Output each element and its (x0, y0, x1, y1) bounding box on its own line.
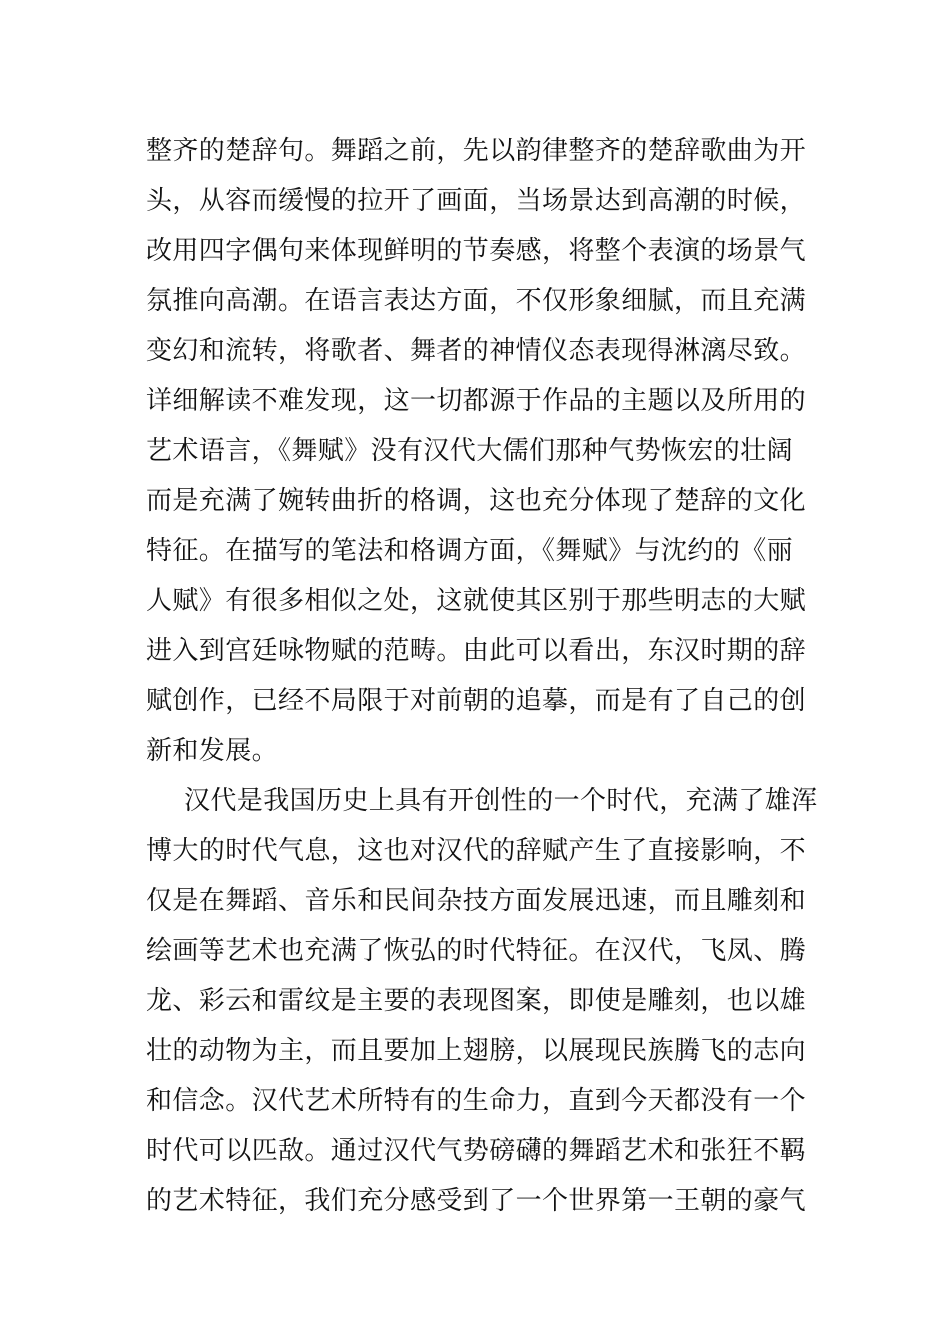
text-line: 新和发展。 (146, 736, 279, 766)
text-line: 整齐的楚辞句。舞蹈之前，先以韵律整齐的楚辞歌曲为开 (146, 136, 807, 166)
text-line: 改用四字偶句来体现鲜明的节奏感，将整个表演的场景气 (146, 236, 807, 266)
text-line: 头，从容而缓慢的拉开了画面，当场景达到高潮的时候， (146, 186, 807, 216)
text-line: 变幻和流转，将歌者、舞者的神情仪态表现得淋漓尽致。 (146, 336, 807, 366)
text-line: 和信念。汉代艺术所特有的生命力，直到今天都没有一个 (146, 1086, 807, 1116)
text-line: 氛推向高潮。在语言表达方面，不仅形象细腻，而且充满 (146, 286, 807, 316)
text-line: 时代可以匹敌。通过汉代气势磅礴的舞蹈艺术和张狂不羁 (146, 1136, 807, 1166)
text-line: 博大的时代气息，这也对汉代的辞赋产生了直接影响，不 (146, 836, 807, 866)
text-line: 龙、彩云和雷纹是主要的表现图案，即使是雕刻，也以雄 (146, 986, 807, 1016)
text-line: 详细解读不难发现，这一切都源于作品的主题以及所用的 (146, 386, 807, 416)
text-line: 进入到宫廷咏物赋的范畴。由此可以看出，东汉时期的辞 (146, 636, 807, 666)
paragraph-first-line: 汉代是我国历史上具有开创性的一个时代，充满了雄浑 (184, 786, 818, 816)
text-line: 赋创作，已经不局限于对前朝的追摹，而是有了自己的创 (146, 686, 807, 716)
text-line: 人赋》有很多相似之处，这就使其区别于那些明志的大赋 (146, 586, 807, 616)
text-line: 而是充满了婉转曲折的格调，这也充分体现了楚辞的文化 (146, 486, 807, 516)
text-line: 壮的动物为主，而且要加上翅膀，以展现民族腾飞的志向 (146, 1036, 807, 1066)
text-line: 仅是在舞蹈、音乐和民间杂技方面发展迅速，而且雕刻和 (146, 886, 807, 916)
text-line: 的艺术特征，我们充分感受到了一个世界第一王朝的豪气 (146, 1186, 807, 1216)
text-line: 绘画等艺术也充满了恢弘的时代特征。在汉代，飞凤、腾 (146, 936, 807, 966)
text-line: 艺术语言，《舞赋》没有汉代大儒们那种气势恢宏的壮阔 (146, 436, 794, 466)
text-line: 特征。在描写的笔法和格调方面，《舞赋》与沈约的《丽 (146, 536, 794, 566)
